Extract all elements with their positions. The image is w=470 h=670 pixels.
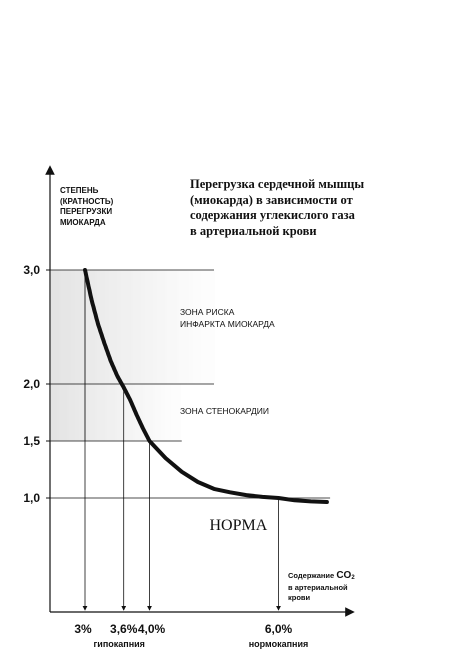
norm-annotation: НОРМА [209,517,268,535]
zone-2 [50,384,180,441]
x-group-label: нормокапния [248,639,309,649]
chart-title-line: Перегрузка сердечной мышцы [190,177,365,191]
x-tick-label: 3% [74,622,92,636]
y-axis-label [60,186,113,228]
x-tick-label: 4,0% [137,622,166,636]
y-axis-label-line: СТЕПЕНЬ [60,186,99,195]
x-tick-label: 6,0% [264,622,293,636]
y-tick-label: 1,5 [23,434,40,448]
x-axis-label [288,571,355,603]
zone-label: ЗОНА РИСКА [180,307,235,317]
y-tick-label: 1,0 [23,491,40,505]
zone-label: ЗОНА СТЕНОКАРДИИ [180,406,269,416]
zone-label: ИНФАРКТА МИОКАРДА [180,319,275,329]
y-axis-label-line: МИОКАРДА [60,217,106,227]
x-axis-label-prefix: Содержание [288,571,335,580]
chart-title-line: (миокарда) в зависимости от [190,192,353,207]
y-tick-label: 2,0 [23,377,40,391]
y-tick-label: 3,0 [23,263,40,277]
co2-symbol: $CO_2$ [336,570,355,581]
x-axis-label-line: в артериальной [288,583,348,592]
x-tick-label: 3,6% [110,622,138,636]
y-axis-label-line: ПЕРЕГРУЗКИ [60,207,113,216]
chart-title [190,177,430,239]
annotations [209,517,267,534]
x-axis-label-line: крови [288,593,311,602]
y-axis-label-line: (КРАТНОСТЬ) [60,196,114,206]
chart-title-line: содержания углекислого газа [190,208,355,222]
x-group-label: гипокапния [93,639,145,649]
chart-title-line: в артериальной крови [190,223,317,238]
